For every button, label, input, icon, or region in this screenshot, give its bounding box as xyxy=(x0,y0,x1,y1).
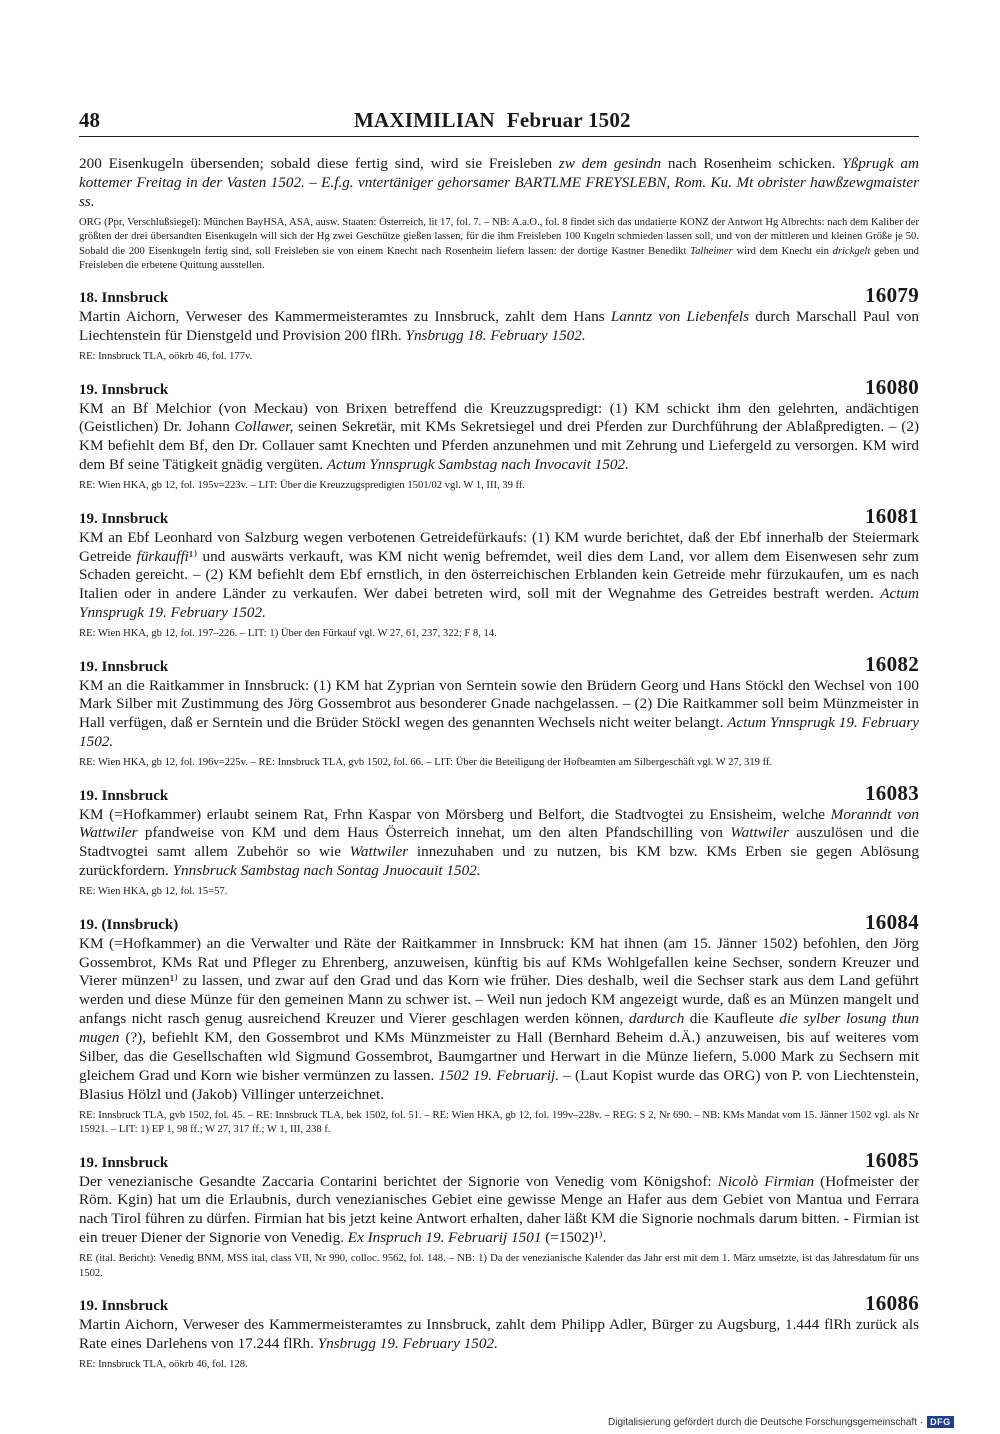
entry-text-part: Martin Aichorn, Verweser des Kammermeisteramtes zu Innsbruck, zahlt dem Hans xyxy=(79,308,611,326)
entry-text xyxy=(79,308,919,346)
entry-text-italic: Moranndt von Wattwiler xyxy=(79,805,919,842)
entry-text-part: (=1502)¹⁾. xyxy=(541,1229,607,1247)
intro-note-c: geben und Freisleben die erbetene Quittung ausstellen. xyxy=(79,245,919,271)
entry-16085 xyxy=(79,1148,919,1281)
entry-text-italic: Lanntz von Liebenfels xyxy=(610,308,749,326)
entry-text-part: durch Marschall Paul von Liechtenstein für Dienstgeld und Provision 200 flRh. xyxy=(79,308,919,345)
entry-header xyxy=(79,910,919,935)
page-title xyxy=(354,108,631,133)
entry-place: 19. Innsbruck xyxy=(79,658,169,675)
entry-place: 19. Innsbruck xyxy=(79,1298,169,1314)
entry-text xyxy=(79,400,919,476)
funding-footer xyxy=(608,1416,954,1428)
entry-text-italic: Ynnsbruck Sambstag nach Sontag Jnuocauit 1502. xyxy=(172,862,481,880)
entry-16084 xyxy=(79,910,919,1138)
entry-note: RE: Wien HKA, gb 12, fol. 195v=223v. – LIT: Über die Kreuzzugspredigten 1501/02 vgl. W 1, III, 39 ff. xyxy=(79,480,526,492)
dfg-logo: DFG xyxy=(927,1416,954,1428)
entry-number: 16086 xyxy=(865,1291,919,1315)
entry-note: RE: Innsbruck TLA, oökrb 46, fol. 177v. xyxy=(79,351,253,363)
entry-header xyxy=(79,652,919,677)
entry-text-part: innezuhaben und zu nutzen, bis KM bzw. KMs Erben sie gegen Ablösung zurückfordern. xyxy=(79,843,919,880)
entry-text xyxy=(79,677,919,753)
intro-text-a-italic: zw dem gesindn xyxy=(558,155,662,172)
entry-note: RE: Innsbruck TLA, gvb 1502, fol. 45. – RE: Innsbruck TLA, bek 1502, fol. 51. – RE: Wien HKA, gb 12, fol. 199v–228v. – REG: S 2, Nr 690. – NB: KMs Mandat vom 15. Jänner 1502 vgl. als Nr 15921. – LIT: 1) EP 1, 98 ff.; W 27, 317 ff.; W 1, III, 238 f. xyxy=(79,1109,919,1136)
document-page xyxy=(79,108,919,1372)
entry-text-part: auszulösen und die Stadtvogtei samt allem Zubehör so wie xyxy=(79,824,919,861)
entry-header xyxy=(79,283,919,308)
entry-16079 xyxy=(79,283,919,364)
entry-header xyxy=(79,504,919,529)
entry-text-italic: die sylber losung thun mugen xyxy=(79,1010,919,1047)
intro-text xyxy=(79,155,919,212)
entry-number: 16082 xyxy=(865,651,919,676)
entry-text-italic: dardurch xyxy=(628,1010,685,1028)
entry-text-italic: Actum Ynnsprugk 19. February 1502. xyxy=(79,585,919,622)
entry-header xyxy=(79,781,919,806)
intro-text-b-italic: Yßprugk am kottemer Freitag in der Vasten 1502. – E.f.g. vntertäniger gehorsamer BARTLME FREYSLEBN, Rom. Ku. Mt obrister hawßzewgmaister ss. xyxy=(79,155,919,210)
entry-text-part: Martin Aichorn, Verweser des Kammermeisteramtes zu Innsbruck, zahlt dem Philipp Adler, Bürger zu Augsburg, 1.444 flRh zurück als Rate eines Darlehens von 17.244 flRh. xyxy=(79,1316,919,1352)
entry-number: 16083 xyxy=(865,780,919,805)
entry-text-part: seinen Sekretär, mit KMs Sekretsiegel und drei Pferden zur Durchführung der Ablaßpredigten. – (2) KM befiehlt dem Bf, den Dr. Collauer samt Knechten und Pferden anzunehmen und mit Zehrung und Liefergeld zu versorgen. KM wird dem Bf seine Tätigkeit gnädig vergüten. xyxy=(79,418,920,474)
entry-note: RE (ital. Bericht): Venedig BNM, MSS ital, class VII, Nr 990, colloc. 9562, fol. 148. – NB: 1) Da der venezianische Kalender das Jahr erst mit dem 1. März umsetzte, ist das Jahresdatum für uns 1502. xyxy=(79,1253,919,1279)
entry-text-part: KM (=Hofkammer) erlaubt seinem Rat, Frhn Kaspar von Mörsberg und Belfort, die Stadtvogtei zu Ensisheim, welche xyxy=(79,805,831,823)
entry-text-italic: Collawer, xyxy=(234,418,294,436)
entry-note: RE: Wien HKA, gb 12, fol. 15=57. xyxy=(79,886,228,898)
entry-place: 19. Innsbruck xyxy=(79,787,169,804)
entry-text-italic: fürkauffi xyxy=(136,547,189,565)
entry-text-part: pfandweise von KM und dem Haus Österreich innehat, um den alten Pfandschilling von xyxy=(137,824,731,842)
title-month: Februar 1502 xyxy=(506,108,631,132)
entry-text-italic: Wattwiler xyxy=(730,824,789,842)
entry-text-italic: Wattwiler xyxy=(349,843,409,861)
entry-text xyxy=(79,935,919,1105)
entry-text-part: (Hofmeister der Röm. Kgin) hat um die Erlaubnis, durch venezianisches Gebiet eine gewisse Menge an Hafer aus dem Gebiet von Mantua und Ferrara nach Tirol führen zu dürfen. Firmian hat bis jetzt keine Antwort erhalten, daher läßt KM die Signorie nochmals darum bitten. - Firmian ist ein treuer Diener der Signorie von Venedig. xyxy=(79,1172,920,1247)
entry-text-italic: Ynsbrugg 19. February 1502. xyxy=(317,1334,498,1352)
entry-header xyxy=(79,375,919,400)
entry-text-part: (?), befiehlt KM, den Gossembrot und KMs Münzmeister zu Hall (Bernhard Beheim d.Ä.) anzuweisen, bis auf weiteres vom Silber, das die Gesellschaften wld Sigmund Gossembrot, Baumgartner und Herwart in die Münze liefern, 5.000 Mark zu Sechsern mit gleichem Grad und Korn wie bisher vermünzen zu lassen. xyxy=(79,1029,919,1084)
entry-text xyxy=(79,1173,919,1249)
entry-text-part: KM an die Raitkammer in Innsbruck: (1) KM hat Zyprian von Serntein sowie den Brüdern Georg und Hans Stöckl den Wechsel von 100 Mark Silber mit Zustimmung des Jörg Gossembrot aus besonderer Gnade nachgelassen. – (2) Die Raitkammer soll beim Münzmeister in Hall verfügen, daß er Serntein und die Brüder Stöckl wegen des genannten Wechsels nicht weiter belangt. xyxy=(79,676,919,732)
intro-note-b: wird dem Knecht ein xyxy=(732,245,833,257)
intro-note xyxy=(79,216,919,274)
entry-place: 19. Innsbruck xyxy=(79,1154,169,1171)
entry-text xyxy=(79,806,919,882)
intro-note-a: ORG (Ppr, Verschlußsiegel): München BayHSA, ASA, ausw. Staaten: Österreich, lit 17, fol. 7. – NB: A.a.O., fol. 8 findet sich das undatierte KONZ der Antwort Hg Albrechts: nach dem Kaliber der größten der drei übersandten Eisenkugeln will sich der Hg zwei Geschütze gießen lassen, für die ihm Freisleben 100 Kugeln schmieden lassen soll, und von der mittleren und kleinen Größe je 50. Sobald die 200 Eisenkugeln fertig sind, soll Freisleben sie von einem Knecht nach Rosenheim liefern lassen: der dortige Kastner Benedikt xyxy=(79,216,919,257)
entry-number: 16085 xyxy=(865,1147,919,1172)
intro-note-italic-2: drickgelt xyxy=(832,245,871,257)
entry-text-italic: Ex Inspruch 19. Februarij 1501 xyxy=(347,1229,542,1247)
intro-note-italic: Talheimer xyxy=(690,245,733,257)
intro-text-b: nach Rosenheim schicken. xyxy=(661,155,843,172)
entry-text-italic: Actum Ynnsprugk 19. February 1502. xyxy=(79,714,920,751)
entry-place: 19. Innsbruck xyxy=(79,381,169,398)
entry-text-part: – (Laut Kopist wurde das ORG) von P. von Liechtenstein, Blasius Hölzl und (Jakob) Villinger unterzeichnet. xyxy=(79,1066,919,1103)
intro-text-a: 200 Eisenkugeln übersenden; sobald diese fertig sind, wird sie Freisleben xyxy=(79,155,559,172)
entry-text-part: ¹⁾ und auswärts verkauft, was KM nicht wenig befremdet, weil dies dem Land, vor allem dem Eisenwesen sehr zum Schaden gereicht. – (2) KM befiehlt dem Ebf ernstlich, in den österreichischen Erblanden kein Getreide mehr fürzukaufen, um es nach Italien oder in andere Länder zu verkaufen. Wer dabei betreten wird, soll mit der Wegnahme des Getreides bestraft werden. xyxy=(79,547,919,603)
entry-16081 xyxy=(79,504,919,642)
footer-text: Digitalisierung gefördert durch die Deutsche Forschungsgemeinschaft · xyxy=(608,1416,924,1428)
title-name: MAXIMILIAN xyxy=(354,108,495,132)
entry-place: 18. Innsbruck xyxy=(79,290,169,307)
entry-header xyxy=(79,1148,919,1173)
entry-number: 16084 xyxy=(865,909,919,934)
entry-text-part: KM an Bf Melchior (von Meckau) von Brixen betreffend die Kreuzzugspredigt: (1) KM schickt ihm den gelehrten, andächtigen (Geistlichen) Dr. Johann xyxy=(79,399,919,436)
entry-text-italic: Ynsbrugg 18. February 1502. xyxy=(405,327,586,345)
entry-text xyxy=(79,529,919,624)
entry-header xyxy=(79,1291,919,1316)
entry-number: 16080 xyxy=(865,374,919,399)
entry-text-part: KM an Ebf Leonhard von Salzburg wegen verbotenen Getreidefürkaufs: (1) KM wurde berichtet, daß der Ebf innerhalb der Steiermark Getreide xyxy=(79,528,919,565)
entry-place: 19. (Innsbruck) xyxy=(79,916,179,933)
entry-16080 xyxy=(79,375,919,494)
entry-note: RE: Innsbruck TLA, oökrb 46, fol. 128. xyxy=(79,1358,248,1370)
entry-text-part: die Kaufleute xyxy=(684,1010,780,1028)
intro-block xyxy=(79,155,919,273)
entry-text-italic: Nicolò Firmian xyxy=(717,1172,815,1190)
entry-16083 xyxy=(79,781,919,900)
page-header xyxy=(79,108,919,137)
entry-text-part: KM (=Hofkammer) an die Verwalter und Räte der Raitkammer in Innsbruck: KM hat ihnen (am 15. Jänner 1502) befohlen, den Jörg Gossembrot, KMs Rat und Pfleger zu Ehrenberg, anzuweisen, künftig bis auf KMs Wohlgefallen keine Sechser, sondern Kreuzer und Vierer münzen¹⁾ zu lassen, und zwar auf den Grad und das Korn wie früher. Dies deshalb, weil die Sechser stark aus dem Land geführt werden und diese Münze für den gemeinen Mann zu schwer ist. – Weil nun jedoch KM angezeigt wurde, daß es an Münzen mangelt und anfangs nicht rasch genug ausreichend Kreuzer und Vierer geschlagen werden können, xyxy=(79,934,919,1028)
entry-note: RE: Wien HKA, gb 12, fol. 196v=225v. – RE: Innsbruck TLA, gvb 1502, fol. 66. – LIT: Über die Beteiligung der Hofbeamten am Silbergeschäft vgl. W 27, 319 ff. xyxy=(79,757,773,769)
entry-text-italic: Actum Ynnsprugk Sambstag nach Invocavit 1502. xyxy=(326,456,629,474)
entry-text xyxy=(79,1316,919,1354)
entry-text-part: Der venezianische Gesandte Zaccaria Contarini berichtet der Signorie von Venedig vom Königshof: xyxy=(79,1172,718,1190)
entry-number: 16081 xyxy=(865,503,919,528)
entry-number: 16079 xyxy=(865,283,919,308)
entry-text-italic: 1502 19. Februarij. xyxy=(438,1066,560,1084)
entry-16082 xyxy=(79,652,919,771)
entry-16086 xyxy=(79,1291,919,1372)
entry-note: RE: Wien HKA, gb 12, fol. 197–226. – LIT: 1) Über den Fürkauf vgl. W 27, 61, 237, 322; F 8, 14. xyxy=(79,628,497,640)
entry-place: 19. Innsbruck xyxy=(79,510,169,527)
page-number: 48 xyxy=(79,108,100,132)
